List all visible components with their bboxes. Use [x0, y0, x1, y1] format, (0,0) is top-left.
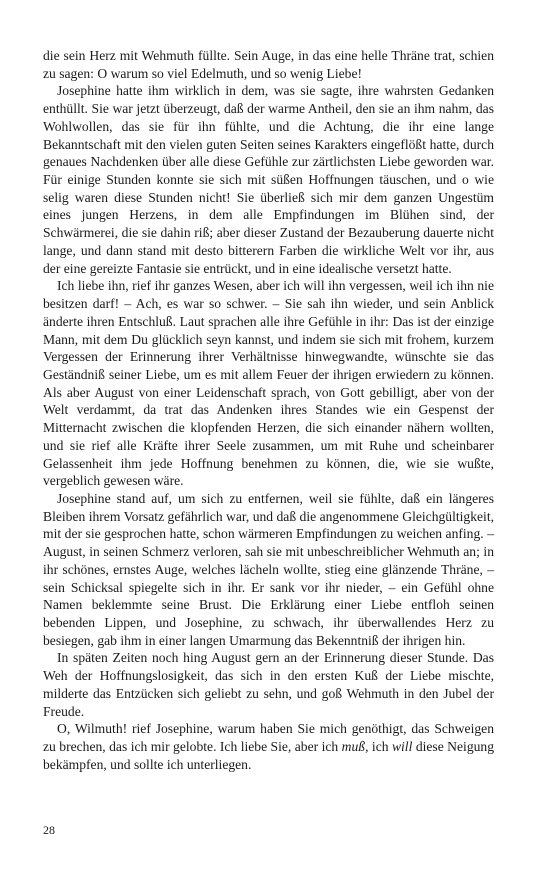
text-run: , ich — [365, 739, 392, 755]
paragraph — [43, 82, 494, 277]
text-run: O, Wilmuth! rief Josephine, warum haben Sie mich genöthigt, das Schweigen zu brechen, das ich mir gelobte. Ich liebe Sie, aber ich — [43, 721, 494, 755]
text-run: Josephine stand auf, um sich zu entfernen, weil sie fühlte, daß ein längeres Bleiben ihrem Vorsatz gefährlich war, und daß die angenommene Gleichgültigkeit, mit der sie gesprochen hatte, schon wärmeren Empfindungen zu weichen anfing. – August, in seinen Schmerz verloren, sah sie mit unbeschreiblicher Wehmuth an; in ihr schönes, ernstes Auge, welches lächeln wollte, stieg eine glänzende Thräne, – sein Schicksal spiegelte sich in ihr. Er sank vor ihr nieder, – ein Gefühl ohne Namen beklemmte seine Brust. Die Erklärung einer Liebe entfloh seinen bebenden Lippen, und Josephine, zu schwach, ihr überwallendes Herz zu besiegen, gab ihm in einer langen Umarmung das Bekenntniß der ihrigen hin. — [43, 490, 494, 648]
text-run: die sein Herz mit Wehmuth füllte. Sein Auge, in das eine helle Thräne trat, schien zu sagen: O warum so viel Edelmuth, und so wenig Liebe! — [43, 48, 494, 81]
paragraph — [43, 277, 494, 490]
paragraph — [43, 720, 494, 773]
emphasis-text: will — [391, 739, 413, 755]
emphasis-text: muß — [341, 739, 366, 755]
text-run: Josephine hatte ihm wirklich in dem, was sie sagte, ihre wahrsten Gedanken enthüllt. Sie war jetzt überzeugt, daß der warme Antheil, den sie an ihm nahm, das Wohlwollen, das sie für ihn fühlte, und die Achtung, die ihr eine lange Bekanntschaft mit den vielen guten Seiten seines Karakters eingeflößt hatte, durch genaues Nachdenken über alle diese Gefühle zur zärtlichsten Liebe geworden war. Für einige Stunden konnte sie sich mit süßen Hoffnungen täuschen, und o wie selig waren diese Stunden nicht! Sie überließ sich mir dem ganzen Ungestüm eines jungen Herzens, in dem alle Empfindungen im Blühen sind, der Schwärmerei, die sie dahin riß; aber dieser Zustand der Bezauberung dauerte nicht lange, und dann stand mit desto bitterern Farben die wirkliche Welt vor ihr, aus der eine gereizte Fantasie sie entrückt, und in eine idealische versetzt hatte. — [43, 83, 494, 276]
text-run: Ich liebe ihn, rief ihr ganzes Wesen, aber ich will ihn vergessen, weil ich ihn nie besitzen darf! – Ach, es war so schwer. – Sie sah ihn wieder, und sein Anblick änderte ihren Entschluß. Laut sprachen alle ihre Gefühle in ihr: Das ist der einzige Mann, mit dem Du glücklich seyn kannst, und indem sie sich mit frohem, kurzem Vergessen der Erinnerung ihrer Verhältnisse hinwegwandte, wünschte sie das Geständniß seiner Liebe, um es mit allem Feuer der ihrigen erwiedern zu können. Als aber August von einer Leidenschaft sprach, von Gott gebilligt, aber von der Welt verdammt, da trat das Andenken ihres Standes wie ein Gespenst der Mitternacht zwischen die klopfenden Herzen, die sich einander nähern wollten, und sie rief alle Kräfte ihrer Seele zusammen, um mit Ruhe und scheinbarer Gelassenheit ihm jede Hoffnung benehmen zu können, die, wie sie wußte, vergeblich gewesen wäre. — [43, 278, 494, 489]
page-body — [43, 47, 494, 773]
paragraph — [43, 47, 494, 82]
paragraph — [43, 649, 494, 720]
text-run: In späten Zeiten noch hing August gern an der Erinnerung dieser Stunde. Das Weh der Hoffnungslosigkeit, das sich in den ersten Kuß der Liebe mischte, milderte das Entzücken sich geliebt zu sehn, und goß Wehmuth in den Jubel der Freude. — [43, 650, 494, 719]
paragraph — [43, 490, 494, 649]
page-number: 28 — [43, 823, 55, 837]
text-run: diese Neigung bekämpfen, und sollte ich unterliegen. — [43, 739, 495, 772]
book-page — [43, 47, 494, 773]
